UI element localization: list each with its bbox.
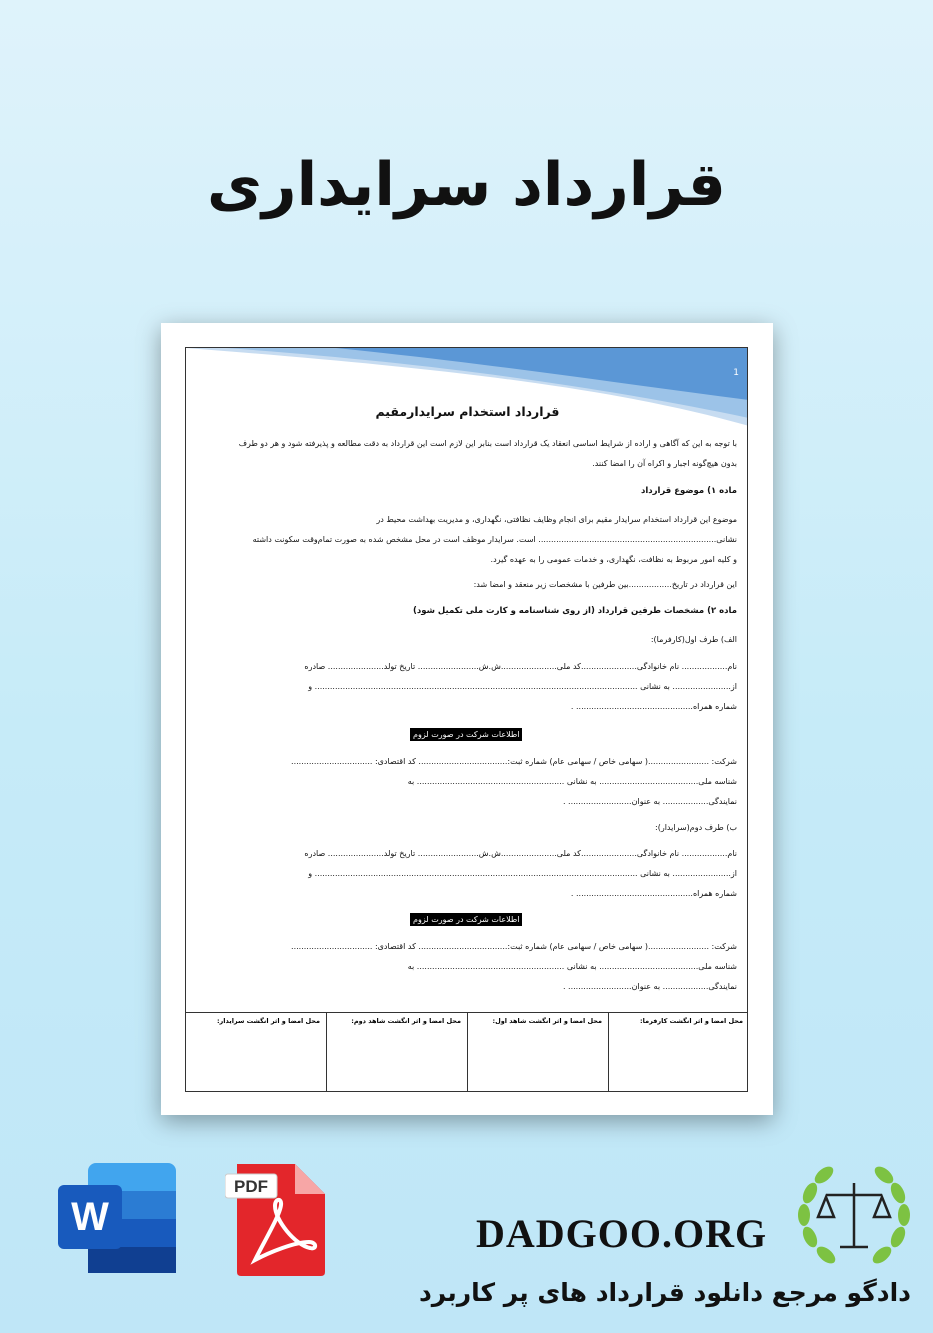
date-line: این قرارداد در تاریخ.................بین طرفین با مشخصات زیر منعقد و امضا شد: [473,580,737,589]
company-info-label: اطلاعات شرکت در صورت لزوم [410,728,522,741]
intro-line: با توجه به این که آگاهی و اراده از شرایط اساسی انعقاد یک قرارداد است بنابر این لازم است این قرارداد به دقت مطالعه و پذیرفته شود و هر دو طرف [238,439,737,448]
signature-cell-witness2: محل امضا و اثر انگشت شاهد دوم: [326,1013,467,1092]
article1-line: و کلیه امور مربوط به نظافت، نگهداری، و خدمات عمومی را به عهده گیرد. [490,555,737,564]
svg-text:PDF: PDF [234,1177,268,1196]
intro-line: بدون هیچ‌گونه اجبار و اکراه آن را امضا کنند. [592,459,737,468]
article1-line: نشانی...................................................................... است. سرایدار موظف است در محل مشخص شده به صورت تمام‌وقت سکونت داشته [252,535,737,544]
signature-cell-witness1: محل امضا و اثر انگشت شاهد اول: [467,1013,608,1092]
article1-line: موضوع این قرارداد استخدام سرایدار مقیم برای انجام وظایف نظافتی، نگهداری، و مدیریت بهداشت محیط در [376,515,737,524]
company2-line: نمایندگی.................. به عنوان......................... . [562,982,737,991]
signature-cell-employer: محل امضا و اثر انگشت کارفرما: [608,1013,748,1092]
company-info-label: اطلاعات شرکت در صورت لزوم [410,913,522,926]
scales-logo-icon [790,1155,918,1273]
document-frame [185,347,748,1092]
party2-line: شماره همراه.............................................. . [570,889,737,898]
brand-name: DADGOO.ORG [476,1211,768,1256]
document-preview [161,323,773,1115]
pdf-icon[interactable] [225,1160,327,1278]
company1-line: شناسه ملی....................................... به نشانی .......................................................... به [407,777,737,786]
party2-line: نام.................. نام خانوادگی......................کد ملی......................ش.ش........................ تاریخ تولد...................... صادره [304,849,737,858]
company1-line: نمایندگی.................. به عنوان......................... . [562,797,737,806]
page-title: قرارداد سرایداری [207,150,726,220]
document-title: قرارداد استخدام سرایدارمقیم [375,404,560,419]
party1-line: شماره همراه.............................................. . [570,702,737,711]
page-number: 1 [733,368,739,378]
svg-text:W: W [71,1195,109,1239]
party2-line: از....................... به نشانی ............................................................................................................................... و [308,869,737,878]
party1-line: نام.................. نام خانوادگی......................کد ملی......................ش.ش........................ تاریخ تولد...................... صادره [304,662,737,671]
company2-line: شرکت: ........................( سهامی خاص / سهامی عام) شماره ثبت:................................... کد اقتصادی: ................................ [291,942,737,951]
company1-line: شرکت: ........................( سهامی خاص / سهامی عام) شماره ثبت:................................... کد اقتصادی: ................................ [291,757,737,766]
party1-heading: الف) طرف اول(کارفرما): [650,635,737,644]
article2-heading: ماده ۲) مشخصات طرفین قرارداد (از روی شناسنامه و کارت ملی تکمیل شود) [413,606,737,616]
article1-heading: ماده ۱) موضوع قرارداد [640,486,737,496]
signature-table [186,1012,748,1092]
party2-heading: ب) طرف دوم(سرایدار): [655,823,737,832]
signature-cell-caretaker: محل امضا و اثر انگشت سرایدار: [216,1017,320,1025]
party1-line: از....................... به نشانی ............................................................................................................................... و [308,682,737,691]
tagline: دادگو مرجع دانلود قرارداد های پر کاربرد [418,1278,911,1307]
company2-line: شناسه ملی....................................... به نشانی .......................................................... به [407,962,737,971]
word-icon[interactable] [58,1163,178,1273]
